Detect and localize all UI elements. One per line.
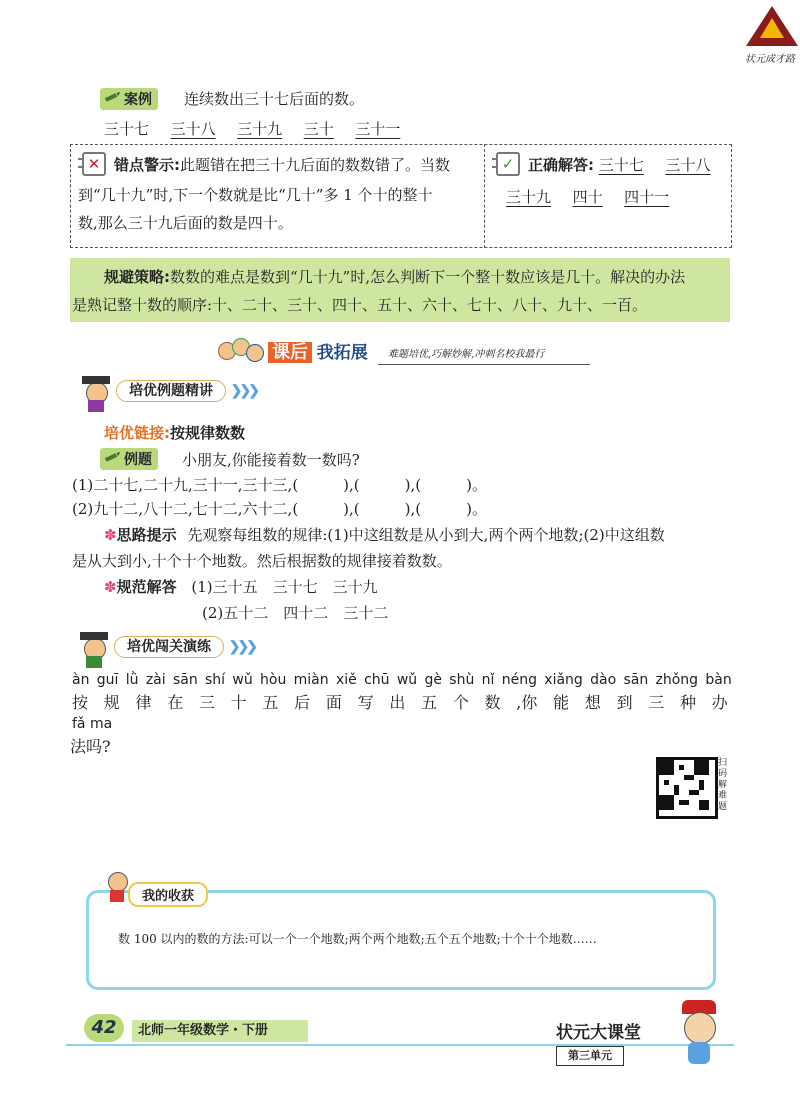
hanzi-char: ,你 bbox=[516, 693, 538, 712]
answer-line-1 bbox=[104, 576, 378, 597]
pinyin-syllable: zhǒng bbox=[655, 672, 699, 688]
hanzi-char: 按 bbox=[72, 693, 89, 712]
hanzi-line-1 bbox=[72, 690, 728, 713]
harvest-title: 我的收获 bbox=[128, 882, 208, 907]
case-number: 三十一 bbox=[355, 120, 401, 138]
error-text: 此题错在把三十九后面的数数错了。当数 bbox=[180, 156, 451, 174]
answer-label: 规范解答 bbox=[116, 578, 177, 596]
check-icon: ✓ bbox=[496, 152, 520, 176]
kids-illustration bbox=[218, 336, 264, 366]
pinyin-syllable: néng bbox=[501, 672, 537, 688]
hanzi-line-2: 法吗? bbox=[70, 737, 111, 756]
hanzi-char: 十 bbox=[230, 693, 247, 712]
pinyin-syllable: àn bbox=[72, 672, 90, 688]
error-line-3: 数,那么三十九后面的数是四十。 bbox=[78, 214, 293, 232]
strategy-text: 数数的难点是数到“几十九”时,怎么判断下一个整十数应该是几十。解决的办法 bbox=[170, 268, 686, 286]
example-pill bbox=[116, 380, 257, 400]
footer-mascot bbox=[676, 1000, 722, 1070]
case-prompt: 连续数出三十七后面的数。 bbox=[184, 90, 365, 108]
example-tag bbox=[100, 448, 158, 470]
case-tag bbox=[100, 88, 158, 110]
hint-line-1 bbox=[104, 524, 665, 545]
answer-text: (1)三十五 三十七 三十九 bbox=[191, 578, 378, 596]
hanzi-char: 五 bbox=[262, 693, 279, 712]
hanzi-char: 写 bbox=[357, 693, 374, 712]
pinyin-syllable: sān bbox=[172, 672, 198, 688]
practice-pill bbox=[114, 636, 255, 656]
pinyin-line-1 bbox=[72, 672, 732, 688]
example-tag-label: 例题 bbox=[124, 452, 152, 468]
hint-text: 先观察每组数的规律:(1)中这组数是从小到大,两个两个地数;(2)中这组数 bbox=[187, 526, 665, 544]
error-line-2: 到“几十九”时,下一个数就是比“几十”多 1 个十的整十 bbox=[78, 186, 433, 204]
pinyin-syllable: hòu bbox=[260, 672, 287, 688]
chevron-right-icon: ❯❯❯ bbox=[230, 383, 257, 399]
banner-underline bbox=[378, 364, 590, 365]
hanzi-char: 办 bbox=[711, 693, 728, 712]
box-divider bbox=[484, 144, 485, 248]
hanzi-char: 能 bbox=[553, 693, 570, 712]
flower-icon: ✽ bbox=[104, 578, 117, 596]
cross-icon: ✕ bbox=[82, 152, 106, 176]
hanzi-char: 到 bbox=[616, 693, 633, 712]
student-illustration bbox=[74, 628, 114, 668]
strategy-line-1 bbox=[104, 266, 685, 287]
pinyin-syllable: chū bbox=[364, 672, 390, 688]
pinyin-syllable: lǜ bbox=[125, 672, 139, 688]
footer-line bbox=[66, 1044, 734, 1046]
banner-part-1: 课后 bbox=[268, 342, 312, 363]
chevron-right-icon: ❯❯❯ bbox=[228, 639, 255, 655]
pinyin-syllable: miàn bbox=[293, 672, 329, 688]
error-title: 错点警示: bbox=[114, 156, 180, 174]
correct-number: 三十七 bbox=[598, 156, 644, 174]
strategy-title: 规避策略: bbox=[104, 268, 170, 286]
pencil-icon bbox=[104, 90, 120, 104]
pinyin-syllable: nǐ bbox=[481, 672, 495, 688]
case-numbers bbox=[104, 118, 400, 139]
page-number: 42 bbox=[84, 1014, 124, 1042]
brand-title: 状元大课堂 bbox=[556, 1023, 641, 1043]
hanzi-char: 三 bbox=[198, 693, 215, 712]
unit-label: 第三单元 bbox=[556, 1046, 624, 1066]
logo-inner-shape bbox=[760, 18, 784, 38]
case-number: 三十 bbox=[303, 120, 334, 138]
qr-label: 扫码解难题 bbox=[718, 758, 728, 812]
pinyin-syllable: dào bbox=[590, 672, 617, 688]
hanzi-char: 出 bbox=[389, 693, 406, 712]
hanzi-char: 面 bbox=[325, 693, 342, 712]
link-label: 培优链接: bbox=[104, 424, 170, 442]
case-number: 三十九 bbox=[237, 120, 283, 138]
pinyin-syllable: wǔ bbox=[396, 672, 418, 688]
correct-line-1 bbox=[528, 154, 710, 175]
error-line-1 bbox=[114, 154, 450, 175]
pinyin-syllable: shí bbox=[205, 672, 226, 688]
link-line bbox=[104, 422, 245, 443]
hanzi-char: 规 bbox=[103, 693, 120, 712]
hanzi-char: 个 bbox=[452, 693, 469, 712]
pinyin-line-2: fǎ ma bbox=[72, 716, 113, 732]
qr-pattern bbox=[659, 760, 709, 810]
pinyin-syllable: sān bbox=[623, 672, 649, 688]
banner-slogan: 难题培优,巧解妙解,冲刺名校我最行 bbox=[388, 349, 545, 360]
case-number: 三十八 bbox=[170, 120, 216, 138]
correct-number: 三十九 bbox=[506, 188, 552, 206]
pinyin-syllable: guī bbox=[96, 672, 119, 688]
hanzi-char: 想 bbox=[584, 693, 601, 712]
banner-part-2: 我拓展 bbox=[316, 343, 368, 363]
answer-line-2: (2)五十二 四十二 三十二 bbox=[202, 604, 389, 622]
hanzi-char: 五 bbox=[421, 693, 438, 712]
pinyin-syllable: wǔ bbox=[232, 672, 253, 688]
correct-number: 三十八 bbox=[665, 156, 711, 174]
hanzi-char: 三 bbox=[648, 693, 665, 712]
flower-icon: ✽ bbox=[104, 526, 117, 544]
correct-number: 四十一 bbox=[624, 188, 670, 206]
pinyin-syllable: xiě bbox=[335, 672, 357, 688]
strategy-line-2: 是熟记整十数的顺序:十、二十、三十、四十、五十、六十、七十、八十、九十、一百。 bbox=[72, 296, 648, 314]
link-text: 按规律数数 bbox=[170, 424, 246, 442]
pinyin-syllable: bàn bbox=[705, 672, 732, 688]
qr-code[interactable] bbox=[656, 757, 718, 819]
section-banner bbox=[268, 338, 368, 364]
harvest-text: 数 100 以内的数的方法:可以一个一个地数;两个两个地数;五个五个地数;十个十个地数…… bbox=[118, 932, 597, 946]
correct-line-2 bbox=[506, 186, 669, 207]
hint-line-2: 是从大到小,十个十个地数。然后根据数的规律接着数数。 bbox=[72, 552, 452, 570]
example-question-1: (1)二十七,二十九,三十一,三十三,( ),( ),( )。 bbox=[72, 476, 487, 494]
pinyin-syllable: shù bbox=[449, 672, 475, 688]
book-title: 北师一年级数学・下册 bbox=[132, 1020, 308, 1042]
teacher-illustration bbox=[76, 372, 116, 412]
hint-label: 思路提示 bbox=[116, 526, 177, 544]
hanzi-char: 种 bbox=[680, 693, 697, 712]
case-tag-label: 案例 bbox=[124, 92, 152, 108]
pinyin-syllable: zài bbox=[145, 672, 166, 688]
example-pill-label: 培优例题精讲 bbox=[116, 380, 226, 402]
logo-text: 状元成才路 bbox=[745, 54, 795, 65]
pinyin-syllable: xiǎng bbox=[544, 672, 583, 688]
case-number: 三十七 bbox=[104, 120, 150, 138]
hanzi-char: 后 bbox=[294, 693, 311, 712]
hanzi-char: 律 bbox=[135, 693, 152, 712]
practice-pill-label: 培优闯关演练 bbox=[114, 636, 224, 658]
hanzi-char: 在 bbox=[167, 693, 184, 712]
pencil-icon bbox=[104, 450, 120, 464]
correct-number: 四十 bbox=[572, 188, 603, 206]
example-question-2: (2)九十二,八十二,七十二,六十二,( ),( ),( )。 bbox=[72, 500, 487, 518]
hanzi-char: 数 bbox=[484, 693, 501, 712]
pinyin-syllable: gè bbox=[424, 672, 442, 688]
correct-title: 正确解答: bbox=[528, 156, 594, 174]
example-prompt: 小朋友,你能接着数一数吗? bbox=[182, 451, 360, 469]
